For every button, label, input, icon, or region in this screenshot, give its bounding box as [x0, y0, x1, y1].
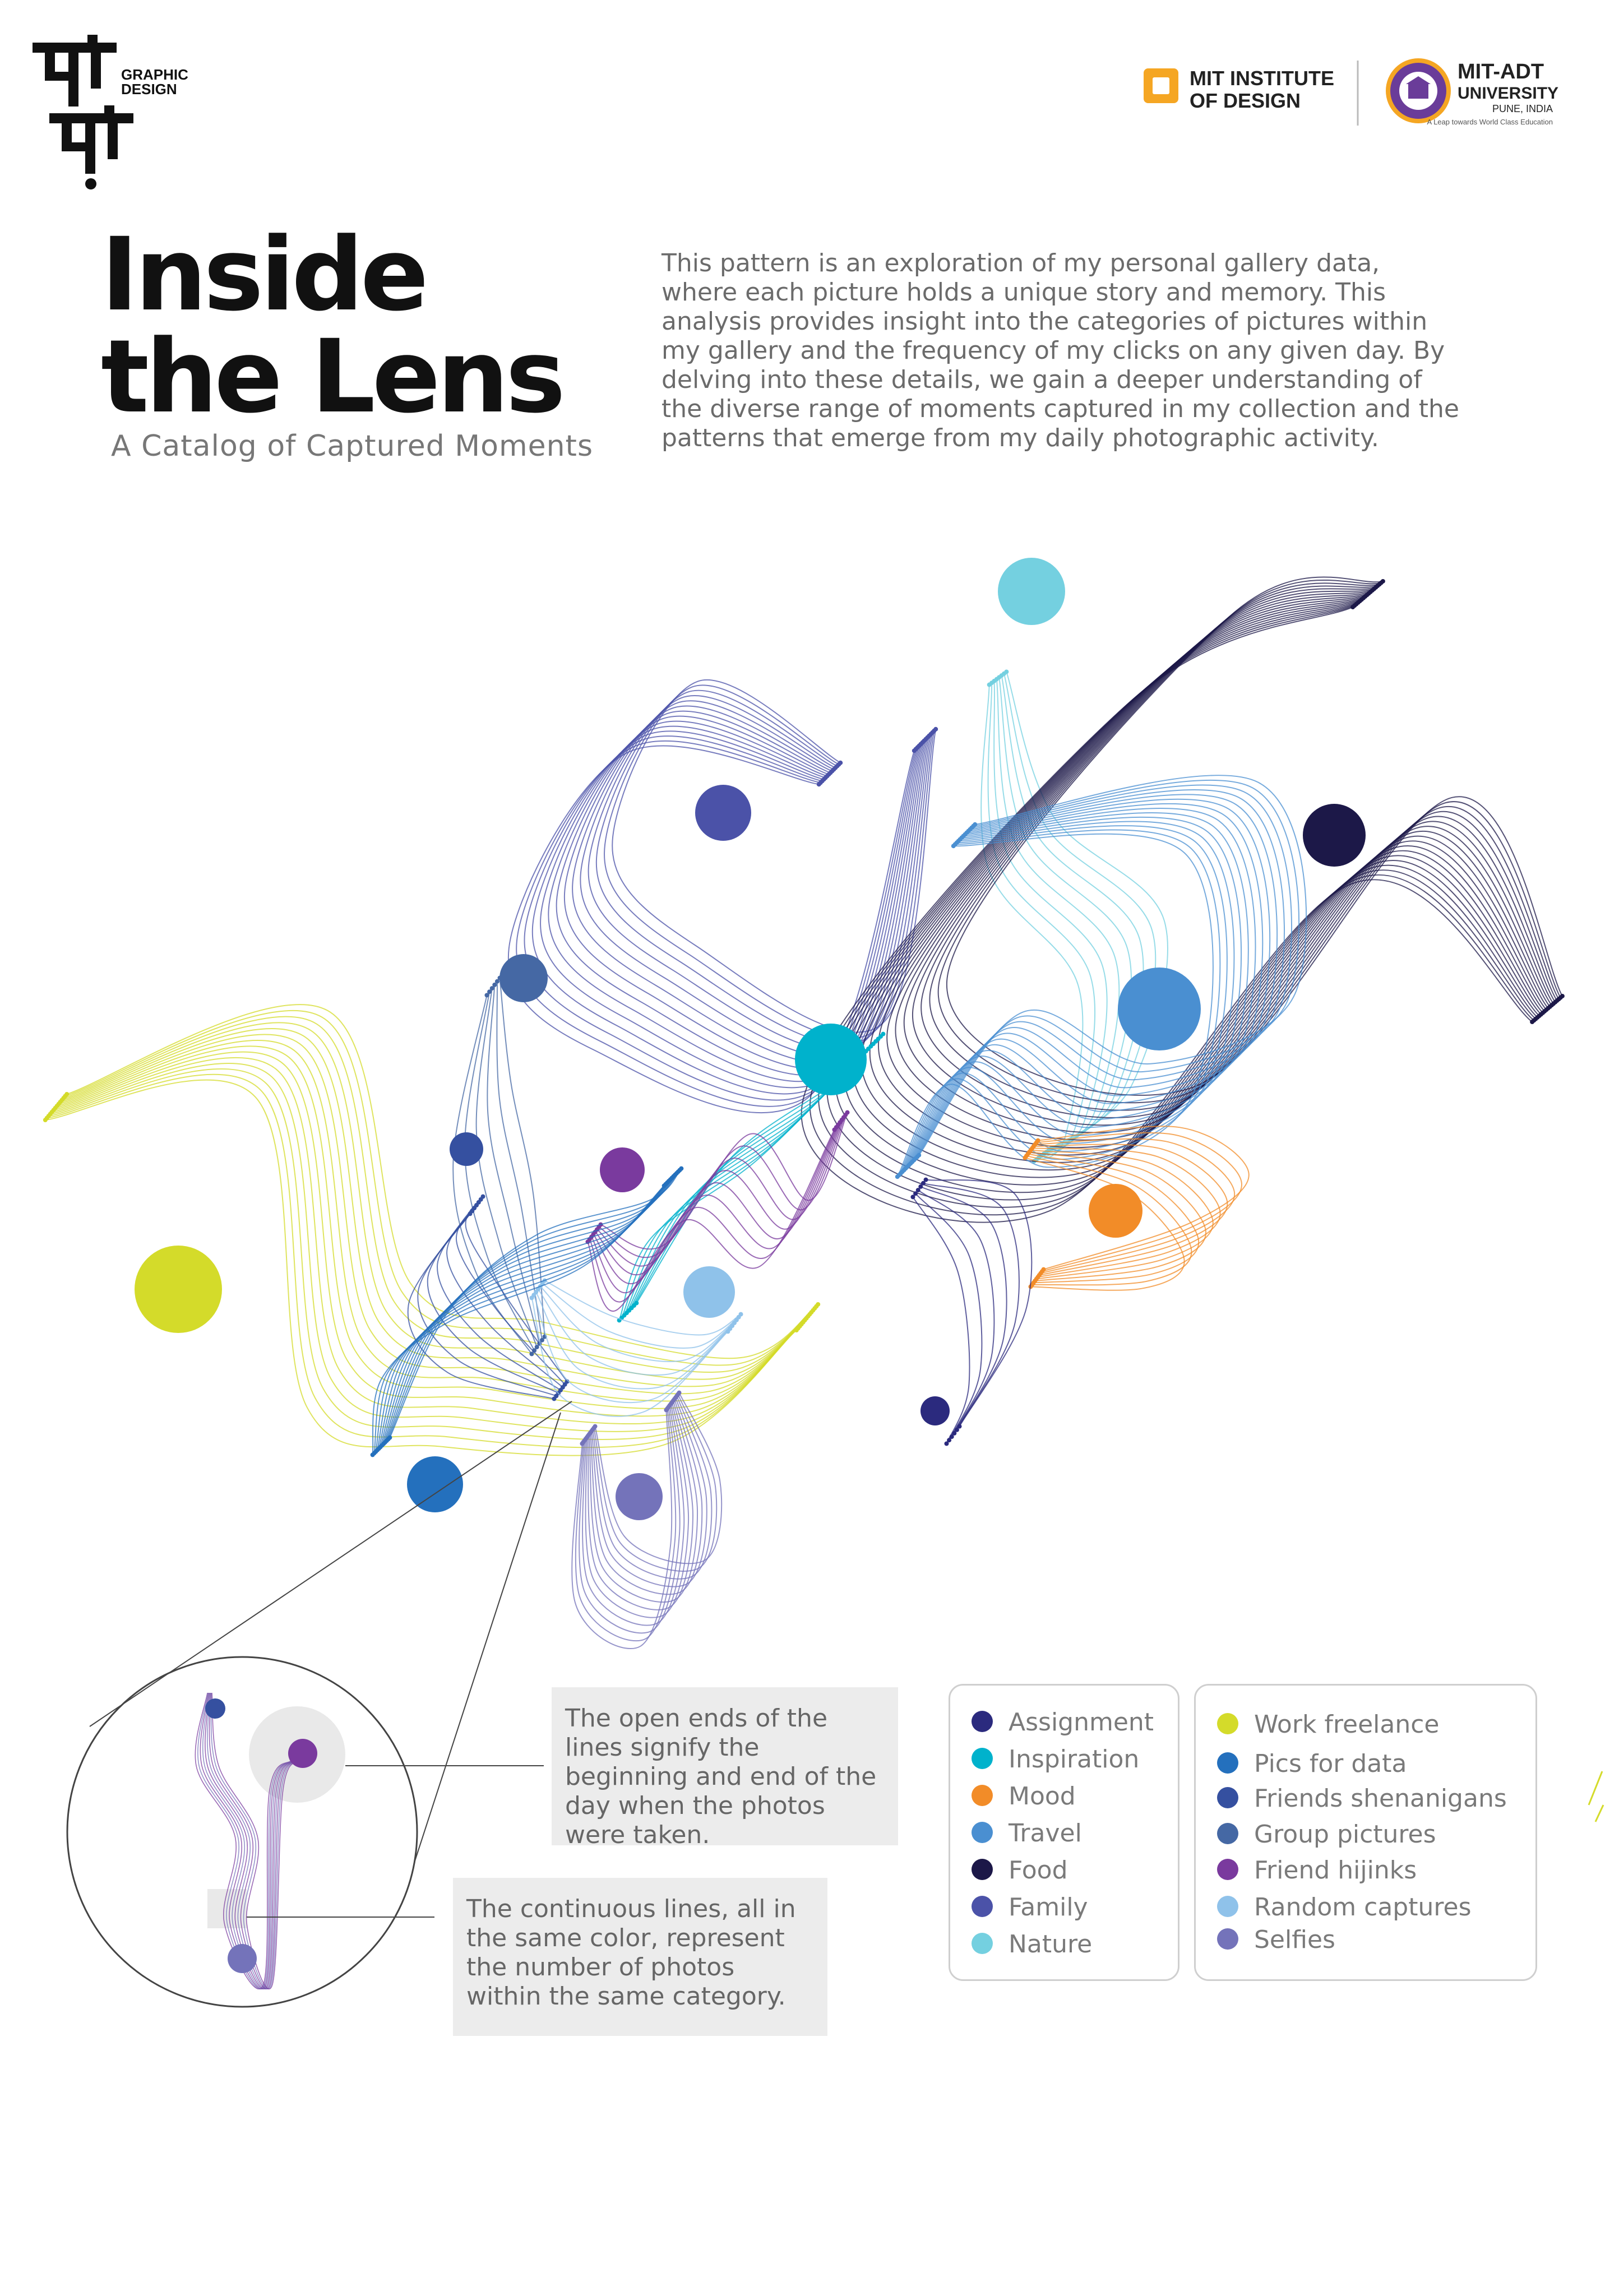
legend-item-mood — [972, 1782, 1076, 1811]
flow-bundles — [43, 577, 1565, 1649]
university-location: PUNE, INDIA — [1492, 103, 1553, 114]
flow-line — [408, 1214, 554, 1399]
title-line-1: Inside — [101, 216, 425, 334]
legend-item-pics-for-data — [1217, 1749, 1407, 1778]
logo-text-design: DESIGN — [121, 81, 177, 98]
flow-line-start-dot — [944, 1441, 949, 1446]
legend-item-work-freelance — [1217, 1710, 1440, 1739]
category-node-travel — [1118, 968, 1201, 1050]
flow-line-end-dot — [910, 1195, 915, 1199]
legend-label: Family — [1009, 1893, 1088, 1922]
flow-line — [557, 716, 924, 1076]
institute-name-line-1: MIT INSTITUTE — [1190, 67, 1334, 90]
legend-label: Assignment — [1009, 1708, 1154, 1737]
category-node-nature — [998, 558, 1065, 625]
decor-stroke — [1589, 1771, 1602, 1805]
edge-decoration — [1589, 1771, 1603, 1822]
zoom-node-friends-shenanigans — [205, 1698, 225, 1719]
logo-text-graphic: GRAPHIC — [121, 66, 188, 83]
legend-dot — [1217, 1823, 1238, 1844]
callout-open-ends: The open ends of the lines signify the beginning and end of the day when the photos were taken. — [552, 1687, 898, 1845]
legend-item-family — [972, 1893, 1088, 1922]
flow-line-start-dot — [371, 1452, 375, 1457]
category-node-assignment — [920, 1396, 950, 1425]
category-node-family — [695, 785, 751, 841]
flow-line — [910, 799, 1270, 1164]
category-node-work-freelance — [135, 1246, 222, 1333]
callout-continuous-lines: The continuous lines, all in the same color, represent the number of photos within the same category. — [453, 1878, 827, 2036]
flow-line — [50, 1063, 802, 1432]
legend-dot — [1217, 1896, 1238, 1917]
page-subtitle: A Catalog of Captured Moments — [111, 429, 594, 463]
legend-dot — [972, 1748, 993, 1769]
flow-line-end-dot — [832, 1127, 836, 1132]
flow-line-end-dot — [912, 748, 917, 753]
legend-column-2 — [1194, 1684, 1537, 1981]
flow-bundle-pics-for-data — [371, 1166, 684, 1457]
university-tagline: A Leap towards World Class Education — [1427, 118, 1553, 126]
flow-line-start-dot — [1023, 1155, 1027, 1160]
legend-item-friend-hijinks — [1217, 1856, 1417, 1885]
flow-line — [938, 580, 1561, 1103]
legend-item-random-captures — [1217, 1893, 1472, 1922]
institute-name-line-2: OF DESIGN — [1190, 89, 1301, 112]
flow-bundle-friends-shenanigans — [408, 1195, 570, 1401]
legend-label: Nature — [1009, 1930, 1093, 1959]
legend-label: Food — [1009, 1856, 1068, 1885]
intro-paragraph: This pattern is an exploration of my personal gallery data, where each picture holds a unique story and memory. This analysis provides insight into the categories of pictures within my gallery and the frequency of my clicks on any given day. By delving into these details, we gain a deeper understanding of the diverse range of moments captured in my collection and the patterns that emerge from my daily photographic activity. — [662, 249, 1459, 452]
category-node-food — [1303, 804, 1366, 867]
flow-line-end-dot — [664, 1408, 668, 1412]
category-node-mood — [1089, 1184, 1142, 1238]
flow-line-end-dot — [662, 1183, 667, 1188]
flow-line — [55, 1046, 807, 1409]
legend-label: Inspiration — [1009, 1745, 1140, 1774]
flow-line-end-dot — [895, 1174, 900, 1179]
flow-line-end-dot — [794, 1328, 799, 1332]
legend-item-group-pictures — [1217, 1820, 1436, 1849]
flow-line-start-dot — [1350, 605, 1355, 609]
flow-line — [54, 1052, 805, 1417]
category-node-friend-hijinks — [600, 1147, 645, 1192]
flow-line-start-dot — [725, 1329, 730, 1334]
flow-line — [58, 1034, 810, 1394]
legend-dot — [972, 1859, 993, 1880]
flow-line-end-dot — [552, 1396, 556, 1401]
flow-line-start-dot — [468, 1211, 472, 1216]
flow-line-start-dot — [580, 1441, 584, 1446]
legend-dot — [972, 1822, 993, 1843]
flow-line-start-dot — [987, 683, 992, 687]
flow-line — [596, 691, 932, 1045]
legend-dot — [1217, 1787, 1238, 1808]
legend-item-assignment — [972, 1708, 1154, 1737]
category-node-friends-shenanigans — [450, 1132, 483, 1166]
legend-dot — [972, 1711, 993, 1732]
legend-item-travel — [972, 1819, 1082, 1848]
legend-dot — [972, 1896, 993, 1917]
legend-label: Friend hijinks — [1254, 1856, 1417, 1885]
flow-line-start-dot — [817, 782, 821, 786]
flow-line — [908, 808, 1256, 1167]
flow-bundle-family — [508, 680, 938, 1113]
university-name-line-1: MIT-ADT — [1458, 60, 1544, 84]
flow-line-end-dot — [529, 1295, 534, 1300]
legend-item-inspiration — [972, 1745, 1139, 1774]
flow-line — [497, 982, 542, 1340]
legend-column-1 — [949, 1684, 1179, 1981]
decor-stroke — [1595, 1805, 1603, 1822]
legend-label: Friends shenanigans — [1254, 1784, 1507, 1813]
flow-line — [923, 1183, 1019, 1430]
legend-dot — [1217, 1752, 1238, 1774]
flow-line — [981, 685, 1083, 1161]
flow-line — [548, 721, 922, 1082]
title-line-2: the Lens — [101, 318, 562, 436]
legend-dot — [972, 1933, 993, 1954]
category-node-selfies — [616, 1473, 663, 1520]
category-node-pics-for-data — [407, 1456, 463, 1512]
zoom-node-selfies — [228, 1944, 257, 1973]
legend-item-nature — [972, 1930, 1092, 1959]
flow-line — [802, 607, 1533, 1223]
category-node-group-pictures — [499, 954, 548, 1002]
zoom-node-friend-hijinks — [288, 1739, 317, 1768]
university-name-line-2: UNIVERSITY — [1458, 84, 1559, 103]
zoom-connector-line — [90, 1401, 572, 1726]
legend-item-selfies — [1217, 1925, 1335, 1954]
legend-label: Travel — [1009, 1819, 1082, 1848]
flow-line — [589, 696, 931, 1050]
legend-dot — [972, 1785, 993, 1806]
flow-line-end-dot — [529, 1351, 534, 1356]
legend-label: Mood — [1009, 1782, 1076, 1811]
flow-bundle-selfies — [572, 1391, 721, 1649]
flow-line-start-dot — [951, 844, 956, 848]
category-node-random-captures — [683, 1266, 735, 1318]
flow-line-start-dot — [484, 993, 489, 997]
legend-dot — [1217, 1713, 1238, 1734]
legend-label: Random captures — [1254, 1893, 1472, 1922]
flow-line — [929, 583, 1558, 1110]
legend-item-food — [972, 1856, 1068, 1885]
legend-label: Group pictures — [1254, 1820, 1436, 1849]
legend-label: Selfies — [1254, 1925, 1335, 1954]
flow-line-end-dot — [1530, 1020, 1534, 1024]
flow-line-start-dot — [43, 1118, 48, 1122]
legend-item-friends-shenanigans — [1217, 1784, 1507, 1813]
legend-dot — [1217, 1859, 1238, 1880]
legend-label: Work freelance — [1254, 1710, 1440, 1739]
legend-dot — [1217, 1928, 1238, 1950]
category-node-inspiration — [795, 1024, 867, 1095]
legend-label: Pics for data — [1254, 1749, 1407, 1778]
